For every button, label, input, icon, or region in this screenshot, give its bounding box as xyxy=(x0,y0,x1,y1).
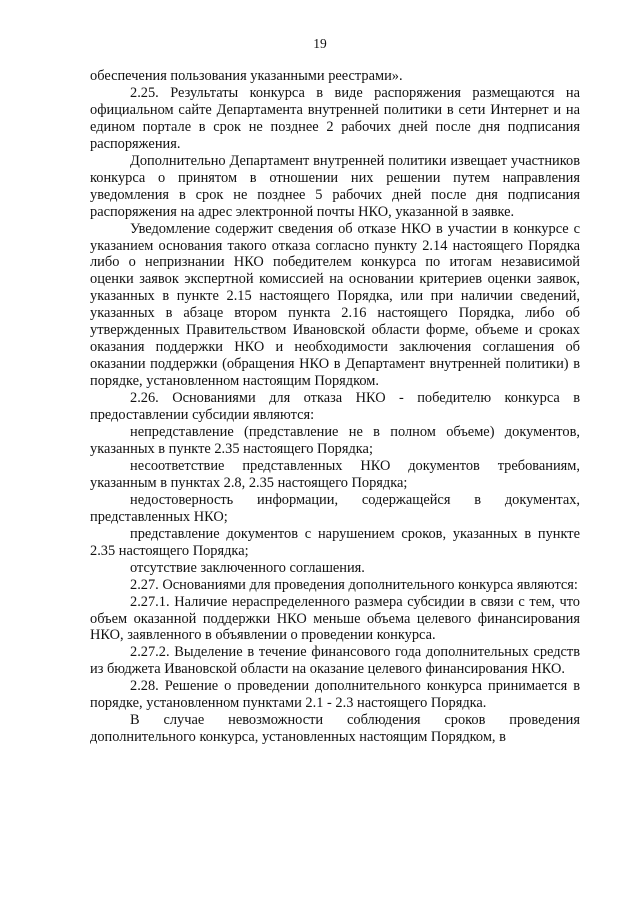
document-body xyxy=(90,68,580,746)
paragraph: недостоверность информации, содержащейся в документах, представленных НКО; xyxy=(90,491,580,525)
paragraph: В случае невозможности соблюдения сроков проведения дополнительного конкурса, установленных настоящим Порядком, в xyxy=(90,712,580,746)
paragraph: 2.26. Основаниями для отказа НКО - победителю конкурса в предоставлении субсидии являются: xyxy=(90,390,580,424)
paragraph: несоответствие представленных НКО документов требованиям, указанным в пунктах 2.8, 2.35 настоящего Порядка; xyxy=(90,457,580,491)
paragraph: 2.28. Решение о проведении дополнительного конкурса принимается в порядке, установленном пунктами 2.1 - 2.3 настоящего Порядка. xyxy=(90,678,580,712)
paragraph: Дополнительно Департамент внутренней политики извещает участников конкурса о принятом в отношении них решении путем направления уведомления в срок не позднее 5 рабочих дней после дня подписания распоряжения на адрес электронной почты НКО, указанной в заявке. xyxy=(90,152,580,220)
paragraph: отсутствие заключенного соглашения. xyxy=(130,559,365,576)
page-number: 19 xyxy=(313,36,327,51)
paragraph: 2.27. Основаниями для проведения дополнительного конкурса являются: xyxy=(130,576,578,593)
paragraph: непредставление (представление не в полном объеме) документов, указанных в пункте 2.35 настоящего Порядка; xyxy=(90,424,580,457)
paragraph: обеспечения пользования указанными реестрами». xyxy=(90,68,403,84)
paragraph: 2.27.2. Выделение в течение финансового года дополнительных средств из бюджета Ивановской области на оказание целевого финансирования НКО. xyxy=(90,644,580,678)
paragraph: 2.25. Результаты конкурса в виде распоряжения размещаются на официальном сайте Департамента внутренней политики в сети Интернет и на едином портале в срок не позднее 2 рабочих дней после дня подписания распоряжения. xyxy=(90,84,580,152)
paragraph: Уведомление содержит сведения об отказе НКО в участии в конкурсе с указанием основания такого отказа согласно пункту 2.14 настоящего Порядка либо о непризнании НКО победителем конкурса по итогам независимой оценки заявок экспертной комиссией на основании критериев оценки заявок, указанных в пункте 2.15 настоящего Порядка, или при наличии сведений, указанных в абзаце втором пункта 2.16 настоящего Порядка, либо об утвержденных Правительством Ивановской области форме, объеме и сроках оказания поддержки НКО и необходимости заключения соглашения об оказании поддержки (обращения НКО в Департамент внутренней политики) в порядке, установленном настоящим Порядком. xyxy=(90,220,580,390)
paragraph: 2.27.1. Наличие нераспределенного размера субсидии в связи с тем, что объем оказанной поддержки НКО меньше объема целевого финансирования НКО, заявленного в объявлении о проведении конкурса. xyxy=(90,593,580,644)
paragraph: представление документов с нарушением сроков, указанных в пункте 2.35 настоящего Порядка; xyxy=(90,525,580,559)
